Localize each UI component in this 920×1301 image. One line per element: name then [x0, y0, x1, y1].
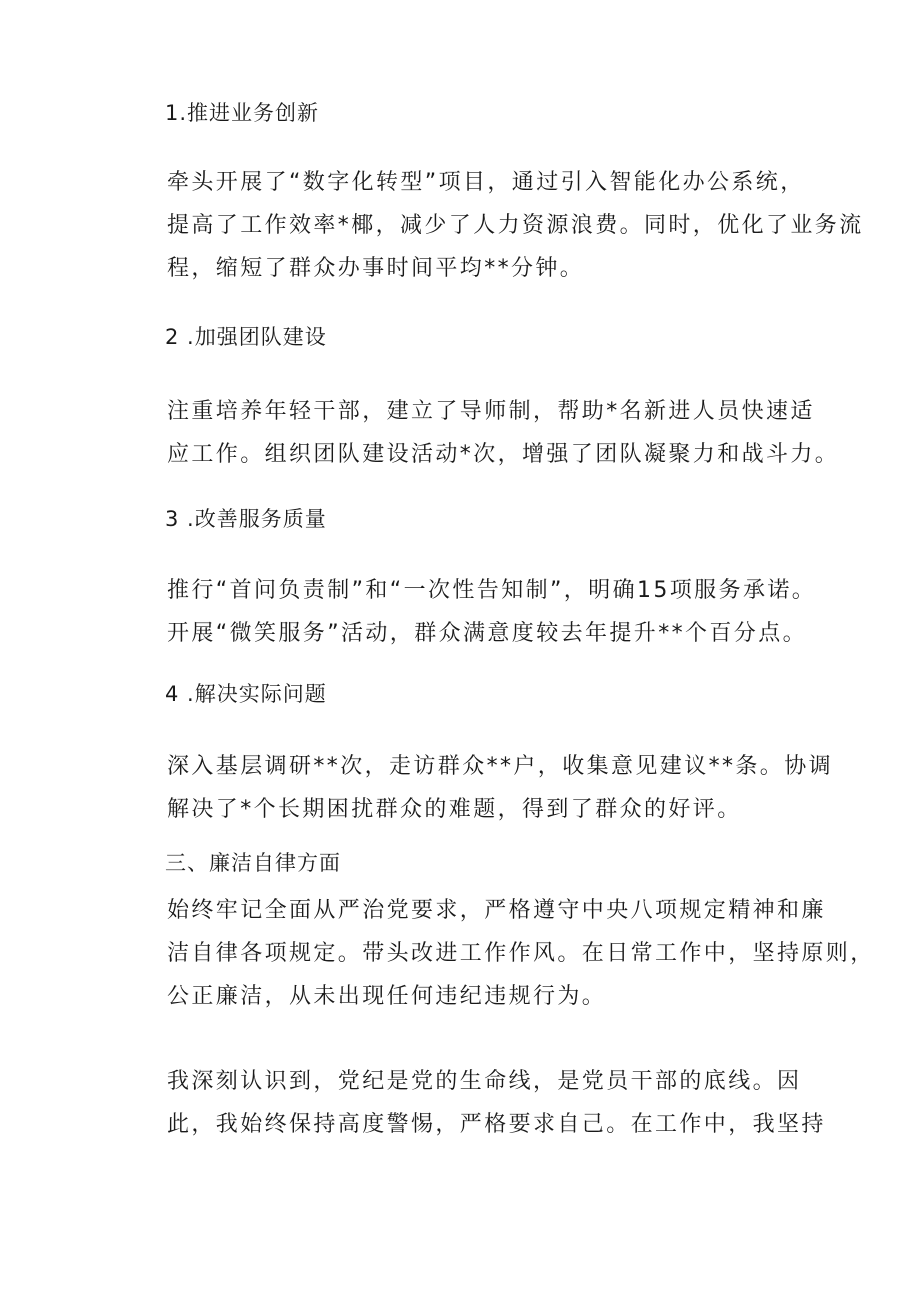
section-4-paragraph [165, 745, 834, 831]
paragraph-line: 提高了工作效率*椰，减少了人力资源浪费。同时，优化了业务流 [167, 213, 864, 238]
paragraph-line: 开展“微笑服务”活动，群众满意度较去年提升**个百分点。 [167, 621, 807, 646]
section-1-paragraph [165, 161, 864, 290]
paragraph-line: 公正廉洁，从未出现任何违纪违规行为。 [167, 984, 607, 1009]
paragraph-line: 我深刻认识到，党纪是党的生命线，是党员干部的底线。因 [167, 1069, 802, 1094]
section-2-paragraph [165, 390, 840, 476]
paragraph-line: 此，我始终保持高度警惕，严格要求自己。在工作中，我坚持 [167, 1112, 826, 1137]
paragraph-line: 洁自律各项规定。带头改进工作作风。在日常工作中，坚持原则， [167, 941, 875, 966]
paragraph-line: 应工作。组织团队建设活动*次，增强了团队凝聚力和战斗力。 [167, 442, 840, 467]
section-5-heading: 三、廉洁自律方面 [165, 851, 341, 875]
section-5-paragraph [165, 889, 875, 1018]
paragraph-line: 程，缩短了群众办事时间平均**分钟。 [167, 256, 585, 281]
section-1-heading: 1.推进业务创新 [165, 101, 320, 125]
paragraph-line: 推行“首问负责制”和“一次性告知制”，明确15项服务承诺。 [167, 578, 817, 603]
paragraph-line: 深入基层调研**次，走访群众**户，收集意见建议**条。协调 [167, 754, 834, 779]
paragraph-line: 注重培养年轻干部，建立了导师制，帮助*名新进人员快速适 [167, 399, 815, 424]
section-2-heading: 2 .加强团队建设 [165, 325, 327, 349]
section-6-paragraph [165, 1060, 826, 1146]
paragraph-line: 解决了*个长期困扰群众的难题，得到了群众的好评。 [167, 797, 742, 822]
paragraph-line: 始终牢记全面从严治党要求，严格遵守中央八项规定精神和廉 [167, 898, 826, 923]
section-3-heading: 3 .改善服务质量 [165, 507, 327, 531]
paragraph-line: 牵头开展了“数字化转型”项目，通过引入智能化办公系统， [167, 170, 805, 195]
section-4-heading: 4 .解决实际问题 [165, 682, 327, 706]
section-3-paragraph [165, 569, 817, 655]
